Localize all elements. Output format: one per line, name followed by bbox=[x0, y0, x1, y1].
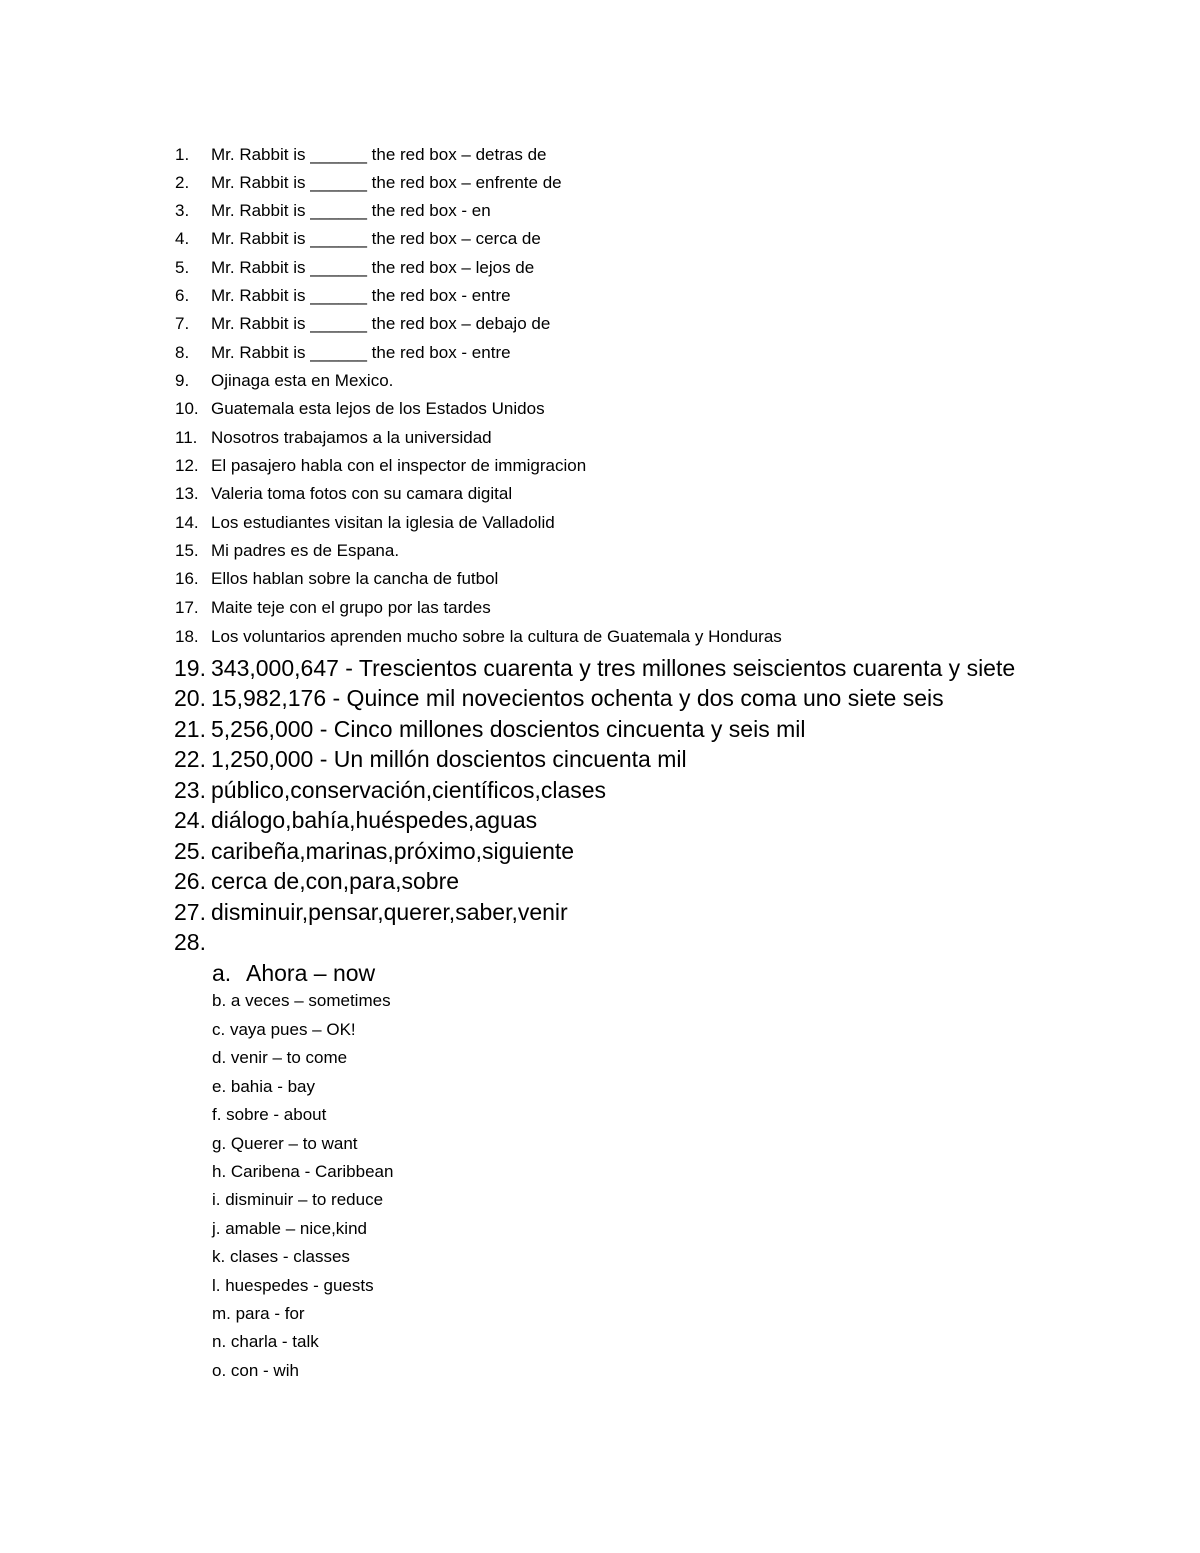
sub-item-text: o. con - wih bbox=[212, 1361, 299, 1380]
item-text: Mr. Rabbit is ______ the red box – lejos de bbox=[211, 258, 535, 277]
item-text: Mr. Rabbit is ______ the red box – detras de bbox=[211, 145, 547, 164]
item-text: Mr. Rabbit is ______ the red box - entre bbox=[211, 286, 511, 305]
item-text: El pasajero habla con el inspector de immigracion bbox=[211, 456, 587, 475]
sub-item-text: f. sobre - about bbox=[212, 1105, 327, 1124]
item-number: 2. bbox=[175, 173, 190, 192]
item-number: 21. bbox=[174, 716, 206, 742]
item-text: disminuir,pensar,querer,saber,venir bbox=[211, 899, 568, 925]
item-text: Mr. Rabbit is ______ the red box - entre bbox=[211, 343, 511, 362]
sub-item-text: c. vaya pues – OK! bbox=[212, 1020, 356, 1039]
item-number: 11. bbox=[175, 428, 198, 447]
sub-item-text: g. Querer – to want bbox=[212, 1134, 358, 1153]
item-number: 27. bbox=[174, 899, 206, 925]
item-text: diálogo,bahía,huéspedes,aguas bbox=[211, 807, 538, 833]
sub-item-text: n. charla - talk bbox=[212, 1332, 319, 1351]
item-text: Mr. Rabbit is ______ the red box - en bbox=[211, 201, 491, 220]
item-number: 3. bbox=[175, 201, 190, 220]
item-text: 5,256,000 - Cinco millones doscientos cincuenta y seis mil bbox=[211, 716, 806, 742]
item-text: Mr. Rabbit is ______ the red box – debajo de bbox=[211, 314, 551, 333]
sub-item-text: k. clases - classes bbox=[212, 1247, 350, 1266]
item-number: 25. bbox=[174, 838, 206, 864]
item-number: 18. bbox=[175, 627, 199, 646]
item-number: 5. bbox=[175, 258, 190, 277]
item-text: Ellos hablan sobre la cancha de futbol bbox=[211, 569, 499, 588]
sub-item-text: b. a veces – sometimes bbox=[212, 991, 391, 1010]
item-text: Mr. Rabbit is ______ the red box – enfrente de bbox=[211, 173, 562, 192]
sub-item-text: l. huespedes - guests bbox=[212, 1276, 374, 1295]
item-number: 10. bbox=[175, 399, 199, 418]
item-number: 28. bbox=[174, 929, 206, 955]
item-number: 9. bbox=[175, 371, 190, 390]
item-number: 22. bbox=[174, 746, 206, 772]
item-text: Mi padres es de Espana. bbox=[211, 541, 400, 560]
item-number: 13. bbox=[175, 484, 199, 503]
sub-item-text: m. para - for bbox=[212, 1304, 305, 1323]
item-text: caribeña,marinas,próximo,siguiente bbox=[211, 838, 575, 864]
item-text: Maite teje con el grupo por las tardes bbox=[211, 598, 491, 617]
item-text: 15,982,176 - Quince mil novecientos ochenta y dos coma uno siete seis bbox=[211, 685, 944, 711]
sub-item-text: e. bahia - bay bbox=[212, 1077, 316, 1096]
item-text: 1,250,000 - Un millón doscientos cincuenta mil bbox=[211, 746, 687, 772]
item-number: 19. bbox=[174, 655, 206, 681]
item-text: 343,000,647 - Trescientos cuarenta y tres millones seiscientos cuarenta y siete bbox=[211, 655, 1016, 681]
item-number: 23. bbox=[174, 777, 206, 803]
item-number: 1. bbox=[175, 145, 190, 164]
item-number: 16. bbox=[175, 569, 199, 588]
item-text: Nosotros trabajamos a la universidad bbox=[211, 428, 492, 447]
sub-item-text: d. venir – to come bbox=[212, 1048, 348, 1067]
item-number: 14. bbox=[175, 513, 199, 532]
item-text: público,conservación,científicos,clases bbox=[211, 777, 607, 803]
item-number: 17. bbox=[175, 598, 199, 617]
item-number: 4. bbox=[175, 229, 190, 248]
item-text: cerca de,con,para,sobre bbox=[211, 868, 460, 894]
item-number: 26. bbox=[174, 868, 206, 894]
item-number: 15. bbox=[175, 541, 199, 560]
item-number: 7. bbox=[175, 314, 190, 333]
sub-item-text: i. disminuir – to reduce bbox=[212, 1190, 384, 1209]
sub-item-text: j. amable – nice,kind bbox=[212, 1219, 367, 1238]
sub-item-text: h. Caribena - Caribbean bbox=[212, 1162, 394, 1181]
item-number: 24. bbox=[174, 807, 206, 833]
sub-item-letter: a. bbox=[212, 960, 232, 986]
item-text: Los estudiantes visitan la iglesia de Valladolid bbox=[211, 513, 555, 532]
item-text: Valeria toma fotos con su camara digital bbox=[211, 484, 513, 503]
item-text: Guatemala esta lejos de los Estados Unidos bbox=[211, 399, 545, 418]
item-number: 20. bbox=[174, 685, 206, 711]
item-number: 12. bbox=[175, 456, 199, 475]
item-number: 6. bbox=[175, 286, 190, 305]
item-text: Los voluntarios aprenden mucho sobre la cultura de Guatemala y Honduras bbox=[211, 627, 782, 646]
item-number: 8. bbox=[175, 343, 190, 362]
item-text: Mr. Rabbit is ______ the red box – cerca de bbox=[211, 229, 541, 248]
item-text: Ojinaga esta en Mexico. bbox=[211, 371, 394, 390]
sub-item-text: Ahora – now bbox=[246, 960, 376, 986]
